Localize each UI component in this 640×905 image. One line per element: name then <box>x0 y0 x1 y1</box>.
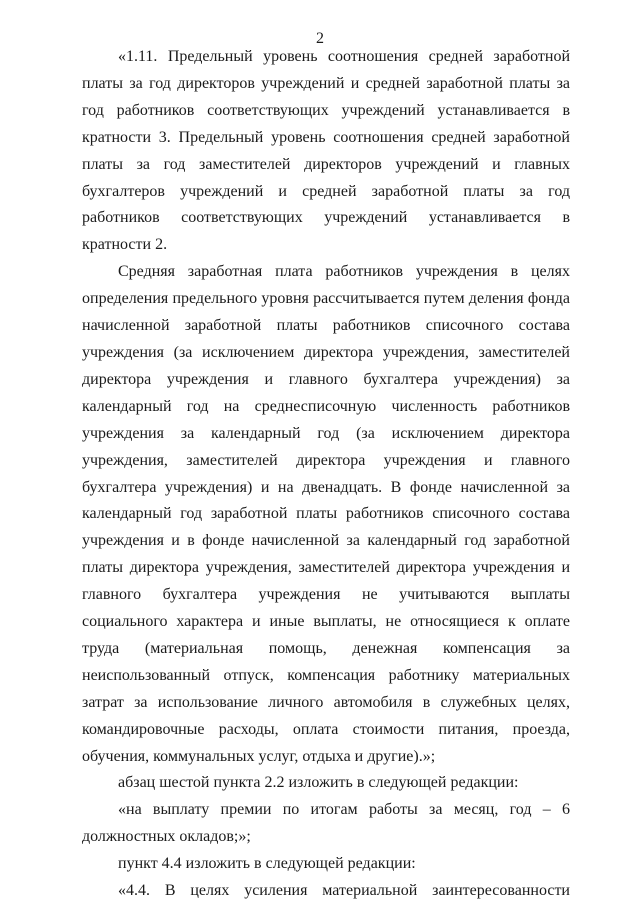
paragraph-amend-2-2: абзац шестой пункта 2.2 изложить в следующей редакции: <box>118 774 519 792</box>
paragraph-1-11: «1.11. Предельный уровень соотношения средней заработной платы за год директоров учреждений и средней заработной платы за год работников соответствующих учреждений устанавливается в кратности 3. Предельный уровень соотношения средней заработной платы за год заместителей директоров учреждений и главных бухгалтеров учреждений и средней заработной платы за год работников соответствующих учреждений устанавливается в кратности 2. <box>82 48 570 254</box>
document-body <box>82 44 570 905</box>
paragraph-amend-4-4: пункт 4.4 изложить в следующей редакции: <box>118 855 416 873</box>
paragraph-4-4-start: «4.4. В целях усиления материальной заинтересованности <box>118 882 570 900</box>
paragraph-bonus-payment: «на выплату премии по итогам работы за месяц, год – 6 должностных окладов;»; <box>82 801 570 846</box>
page-number: 2 <box>316 30 324 47</box>
paragraph-average-salary: Средняя заработная плата работников учреждения в целях определения предельного уровня рассчитывается путем деления фонда начисленной заработной платы работников списочного состава учреждения (за исключением директора учреждения, заместителей директора учреждения и главного бухгалтера учреждения) за календарный год на среднесписочную численность работников учреждения за календарный год (за исключением директора учреждения, заместителей директора учреждения и главного бухгалтера учреждения) и на двенадцать. В фонде начисленной за календарный год заработной платы работников списочного состава учреждения и в фонде начисленной за календарный год заработной платы директора учреждения, заместителей директора учреждения и главного бухгалтера учреждения не учитываются выплаты социального характера и иные выплаты, не относящиеся к оплате труда (материальная помощь, денежная компенсация за неиспользованный отпуск, компенсация работнику материальных затрат за использование личного автомобиля в служебных целях, командировочные расходы, оплата стоимости питания, проезда, обучения, коммунальных услуг, отдыха и другие).»; <box>82 263 570 765</box>
